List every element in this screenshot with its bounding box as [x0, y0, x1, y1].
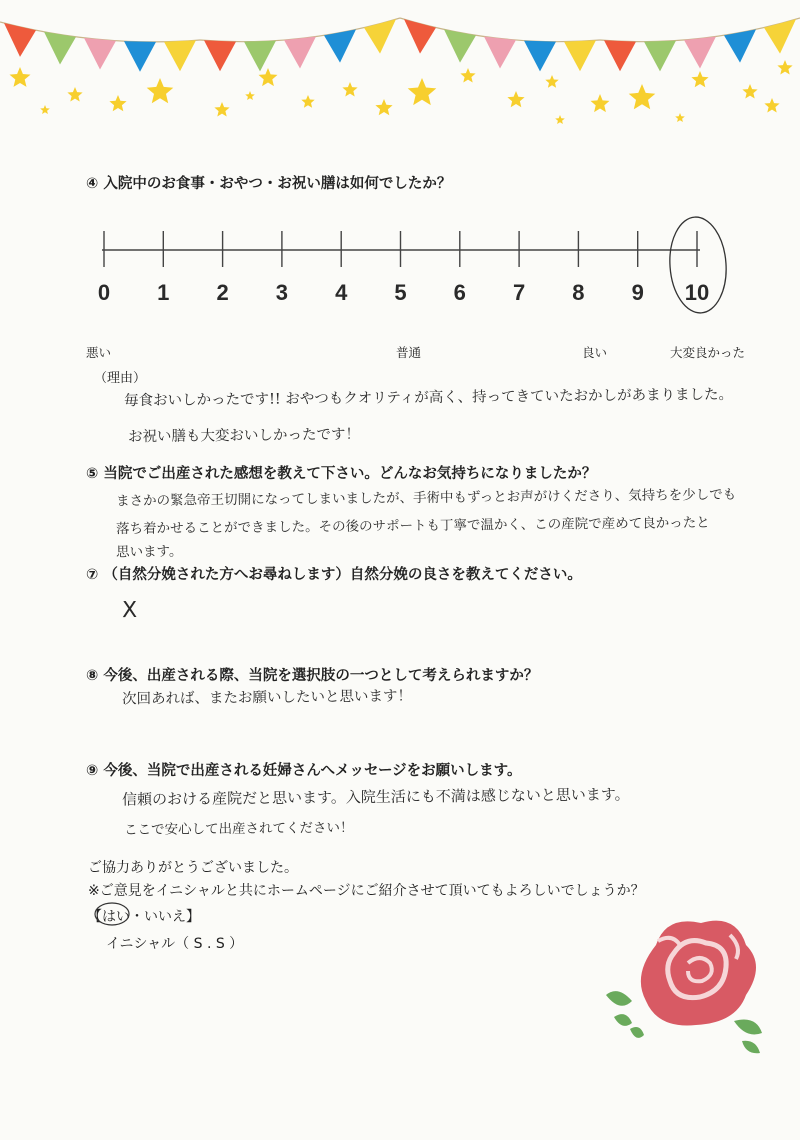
- bunting-flag: [764, 19, 796, 53]
- q9-answer-line-2: ここで安心して出産されてください！: [123, 819, 354, 839]
- bunting-flag: [604, 40, 636, 71]
- star-icon: [742, 84, 757, 99]
- consent-options: 【はい・いいえ】: [88, 909, 200, 925]
- scale-number-7: 7: [512, 280, 526, 305]
- star-icon: [342, 82, 357, 97]
- star-icon: [545, 75, 558, 88]
- star-icon: [375, 99, 392, 115]
- star-icon: [301, 95, 314, 108]
- scale-number-8: 8: [572, 280, 585, 305]
- rose-illustration: [596, 905, 776, 1065]
- q5-answer-line-1: まさかの緊急帝王切開になってしまいましたが、手術中もずっとお声がけくださり、気持ちを少しでも: [115, 486, 737, 510]
- bunting-flag: [564, 40, 596, 71]
- star-icon: [675, 113, 685, 122]
- thanks-text: ご協力ありがとうございました。: [88, 860, 298, 876]
- initials-line: イニシャル（ S . S ）: [106, 936, 244, 952]
- bunting-flag: [404, 19, 436, 53]
- star-icon: [408, 78, 437, 105]
- bunting-flag: [524, 41, 556, 72]
- q5-answer-line-3: 思います。: [115, 543, 183, 561]
- q4-answer-line-1: 毎食おいしかったです!! おやつもクオリティが高く、持ってきていたおかしがあまりました。: [123, 386, 734, 410]
- bunting-flag: [124, 41, 156, 72]
- scale-number-4: 4: [335, 280, 348, 305]
- scale-label-great: 大変良かった: [670, 345, 746, 360]
- reason-label: （理由）: [94, 371, 147, 386]
- star-icon: [259, 68, 278, 86]
- q8-answer: 次回あれば、またお願いしたいと思います！: [121, 688, 413, 708]
- star-icon: [629, 84, 656, 109]
- scale-number-2: 2: [216, 280, 229, 305]
- q7-answer: X: [121, 597, 138, 624]
- bunting-banner: [0, 0, 800, 140]
- star-icon: [109, 95, 126, 111]
- bunting-flag: [684, 36, 716, 68]
- q9-answer-line-1: 信頼のおける産院だと思います。入院生活にも不満は感じないと思います。: [121, 785, 630, 809]
- bunting-flag: [284, 36, 316, 68]
- star-icon: [460, 68, 475, 83]
- q4-question: ④ 入院中のお食事・おやつ・お祝い膳は如何でしたか？: [86, 176, 452, 192]
- bunting-flag: [44, 32, 76, 65]
- scale-label-normal: 普通: [396, 345, 422, 360]
- star-icon: [691, 71, 708, 87]
- star-icon: [67, 87, 82, 102]
- star-icon: [591, 94, 610, 112]
- scale-number-9: 9: [631, 280, 644, 305]
- scale-number-6: 6: [453, 280, 466, 305]
- star-icon: [147, 78, 174, 103]
- q5-answer-line-2: 落ち着かせることができました。その後のサポートも丁寧で温かく、この産院で産めて良かったと: [115, 514, 710, 538]
- star-icon: [507, 91, 524, 107]
- star-icon: [555, 115, 565, 124]
- bunting-flag: [164, 40, 196, 71]
- q7-question: ⑦ （自然分娩された方へお尋ねします）自然分娩の良さを教えてください。: [86, 567, 582, 583]
- scale-label-bad: 悪い: [86, 345, 112, 360]
- consent-question: ※ご意見をイニシャルと共にホームページにご紹介させて頂いてもよろしいでしょうか？: [88, 883, 645, 899]
- scale-label-good: 良い: [582, 345, 608, 360]
- q4-answer-line-2: お祝い膳も大変おいしかったです！: [127, 426, 361, 446]
- scale-number-3: 3: [275, 280, 289, 305]
- q8-question: ⑧ 今後、出産される際、当院を選択肢の一つとして考えられますか？: [86, 668, 539, 684]
- bunting-flag: [4, 23, 36, 57]
- consent-selected-circle: [92, 899, 132, 929]
- star-icon: [777, 60, 792, 75]
- bunting-flag: [204, 40, 236, 71]
- bunting-flag: [644, 41, 676, 72]
- scale-number-5: 5: [394, 280, 407, 305]
- bunting-flag: [84, 38, 116, 70]
- star-icon: [245, 91, 255, 100]
- star-icon: [10, 67, 31, 87]
- star-icon: [764, 98, 779, 113]
- star-icon: [214, 102, 229, 117]
- bunting-flag: [244, 41, 276, 72]
- star-icon: [40, 105, 50, 114]
- scale-number-10: 10: [684, 280, 710, 305]
- bunting-flag: [484, 36, 516, 68]
- scale-number-1: 1: [157, 280, 170, 305]
- scale-number-0: 0: [97, 280, 111, 305]
- q9-question: ⑨ 今後、当院で出産される妊婦さんへメッセージをお願いします。: [86, 763, 522, 779]
- q5-question: ⑤ 当院でご出産された感想を教えて下さい。どんなお気持ちになりましたか？: [86, 466, 597, 482]
- bunting-flag: [364, 19, 396, 53]
- rating-scale: [80, 205, 740, 315]
